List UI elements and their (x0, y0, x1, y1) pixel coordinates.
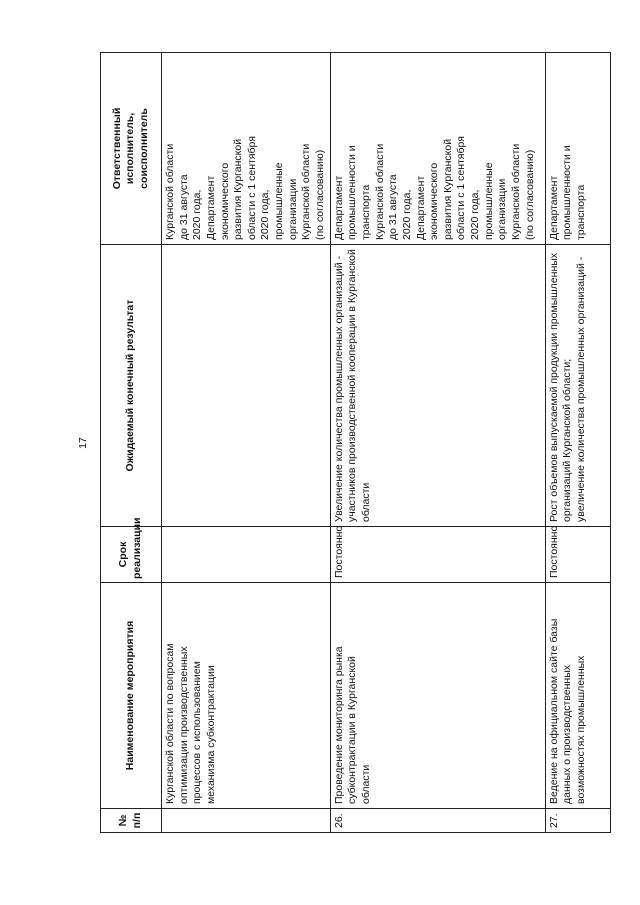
row-name: Курганской области по вопросам оптимизации производственных процессов с использованием механизма субконтрактации (162, 583, 331, 809)
row-term: Постоянно (545, 527, 610, 583)
action-plan-table (100, 52, 611, 833)
row-num: 26. (330, 809, 545, 833)
row-num (162, 809, 331, 833)
row-responsible: Департамент промышленности и транспорта Курганской области до 31 августа 2020 года, Департамент экономического развития Курганской области с 1 сентября 2020 года, промышленные организации Курганской области (по согласованию) (330, 53, 545, 245)
header-result: Ожидаемый конечный результат (101, 245, 162, 527)
table-row (545, 53, 610, 833)
page-number: 17 (77, 437, 89, 449)
header-responsible: Ответственный исполнитель, соисполнитель (101, 53, 162, 245)
row-term: Постоянно (330, 527, 545, 583)
row-name: Ведение на официальном сайте базы данных о производственных возможностях промышленных (545, 583, 610, 809)
rotated-page-content (77, 53, 605, 833)
header-name: Наименование мероприятия (101, 583, 162, 809)
row-result: Увеличение количества промышленных организаций - участников производственной кооперации в Курганской области (330, 245, 545, 527)
row-responsible: Курганской области до 31 августа 2020 года, Департамент экономического развития Курганской области с 1 сентября 2020 года, промышленные организации Курганской области (по согласованию) (162, 53, 331, 245)
row-term (162, 527, 331, 583)
row-result (162, 245, 331, 527)
table-row (330, 53, 545, 833)
header-num: № п/п (101, 809, 162, 833)
table-header-row (101, 53, 162, 833)
row-responsible: Департамент промышленности и транспорта (545, 53, 610, 245)
row-result: Рост объемов выпускаемой продукции промышленных организаций Курганской области; увеличение количества промышленных организаций - (545, 245, 610, 527)
header-term: Срок реализации (101, 527, 162, 583)
table-row (162, 53, 331, 833)
row-name: Проведение мониторинга рынка субконтрактации в Курганской области (330, 583, 545, 809)
row-num: 27. (545, 809, 610, 833)
